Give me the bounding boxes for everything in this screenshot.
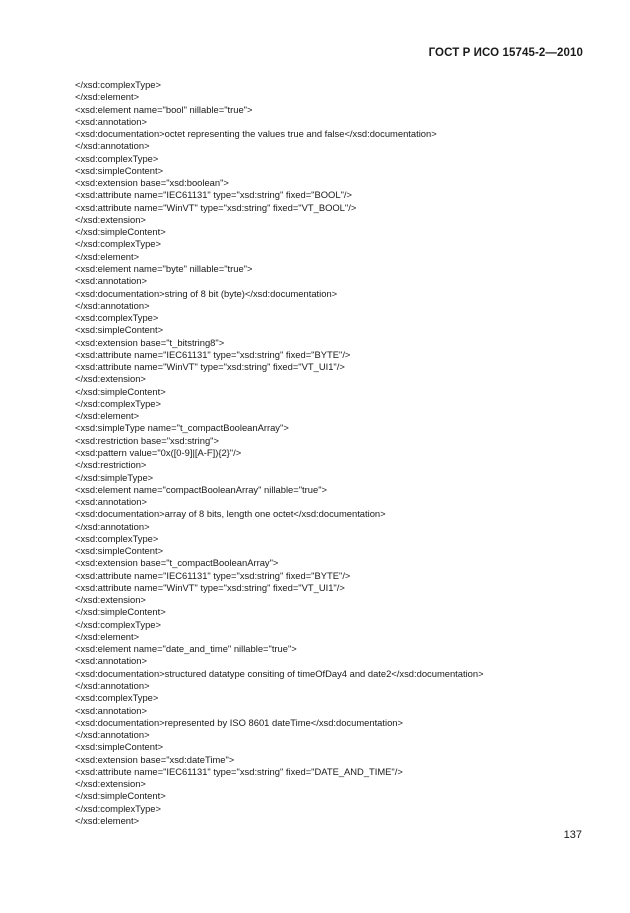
code-line: <xsd:complexType>	[75, 312, 159, 324]
code-line: <xsd:attribute name="IEC61131" type="xsd:string" fixed="BYTE"/>	[75, 569, 351, 581]
code-line: <xsd:annotation>	[75, 704, 147, 716]
code-line: </xsd:annotation>	[75, 729, 150, 741]
code-line: </xsd:annotation>	[75, 680, 150, 692]
code-line: </xsd:complexType>	[75, 79, 161, 90]
code-line: </xsd:simpleContent>	[75, 606, 166, 618]
code-line: </xsd:extension>	[75, 594, 146, 606]
code-line: </xsd:element>	[75, 91, 140, 103]
code-line: </xsd:element>	[75, 410, 140, 422]
code-line: <xsd:element name="bool" nillable="true">	[75, 103, 253, 115]
code-line: <xsd:documentation>string of 8 bit (byte)</xsd:documentation>	[75, 287, 338, 299]
code-line: <xsd:extension base="t_compactBooleanArray">	[75, 557, 279, 569]
code-line: </xsd:simpleContent>	[75, 385, 166, 397]
code-line: </xsd:element>	[75, 814, 140, 826]
code-line: <xsd:attribute name="IEC61131" type="xsd:string" fixed="DATE_AND_TIME"/>	[75, 765, 403, 777]
code-line: </xsd:extension>	[75, 778, 146, 790]
code-line: <xsd:attribute name="IEC61131" type="xsd:string" fixed="BYTE"/>	[75, 348, 351, 360]
code-line: <xsd:documentation>array of 8 bits, length one octet</xsd:documentation>	[75, 508, 386, 520]
code-line: <xsd:attribute name="WinVT" type="xsd:string" fixed="VT_UI1"/>	[75, 581, 345, 593]
code-line: </xsd:simpleType>	[75, 471, 154, 483]
standard-code-header: ГОСТ Р ИСО 15745-2—2010	[428, 47, 583, 59]
code-line: </xsd:complexType>	[75, 802, 161, 814]
xsd-code-listing	[75, 79, 484, 827]
code-line: </xsd:annotation>	[75, 520, 150, 532]
code-line: <xsd:complexType>	[75, 692, 159, 704]
code-line: </xsd:extension>	[75, 373, 146, 385]
code-line: </xsd:simpleContent>	[75, 226, 166, 238]
code-line: </xsd:extension>	[75, 213, 146, 225]
code-line: <xsd:attribute name="WinVT" type="xsd:string" fixed="VT_BOOL"/>	[75, 201, 357, 213]
code-line: <xsd:simpleType name="t_compactBooleanArray">	[75, 422, 289, 434]
code-line: </xsd:annotation>	[75, 140, 150, 152]
code-line: <xsd:attribute name="IEC61131" type="xsd:string" fixed="BOOL"/>	[75, 189, 352, 201]
code-line: <xsd:simpleContent>	[75, 545, 164, 557]
code-line: </xsd:element>	[75, 630, 140, 642]
code-line: <xsd:element name="compactBooleanArray" nillable="true">	[75, 483, 327, 495]
code-line: <xsd:simpleContent>	[75, 164, 164, 176]
code-line: <xsd:extension base="t_bitstring8">	[75, 336, 225, 348]
code-line: <xsd:complexType>	[75, 532, 159, 544]
code-line: <xsd:simpleContent>	[75, 741, 164, 753]
code-line: <xsd:extension base="xsd:boolean">	[75, 177, 229, 189]
code-line: <xsd:documentation>structured datatype consiting of timeOfDay4 and date2</xsd:documentation>	[75, 667, 484, 679]
code-line: <xsd:documentation>represented by ISO 8601 dateTime</xsd:documentation>	[75, 716, 403, 728]
code-line: </xsd:annotation>	[75, 299, 150, 311]
code-line: </xsd:complexType>	[75, 397, 161, 409]
code-line: </xsd:complexType>	[75, 618, 161, 630]
code-line: </xsd:complexType>	[75, 238, 161, 250]
code-line: </xsd:element>	[75, 250, 140, 262]
code-line: <xsd:annotation>	[75, 115, 147, 127]
code-line: <xsd:element name="byte" nillable="true">	[75, 262, 253, 274]
code-line: </xsd:simpleContent>	[75, 790, 166, 802]
code-line: <xsd:simpleContent>	[75, 324, 164, 336]
page-number: 137	[563, 829, 582, 841]
code-line: <xsd:restriction base="xsd:string">	[75, 434, 219, 446]
code-line: <xsd:documentation>octet representing the values true and false</xsd:documentation>	[75, 128, 437, 140]
code-line: </xsd:restriction>	[75, 459, 147, 471]
code-line: <xsd:annotation>	[75, 275, 147, 287]
code-line: <xsd:element name="date_and_time" nillable="true">	[75, 643, 297, 655]
code-line: <xsd:attribute name="WinVT" type="xsd:string" fixed="VT_UI1"/>	[75, 361, 345, 373]
code-line: <xsd:extension base="xsd:dateTime">	[75, 753, 235, 765]
code-line: <xsd:annotation>	[75, 655, 147, 667]
code-line: <xsd:annotation>	[75, 496, 147, 508]
code-line: <xsd:pattern value="0x([0-9]|[A-F]){2}"/>	[75, 446, 242, 458]
code-line: <xsd:complexType>	[75, 152, 159, 164]
